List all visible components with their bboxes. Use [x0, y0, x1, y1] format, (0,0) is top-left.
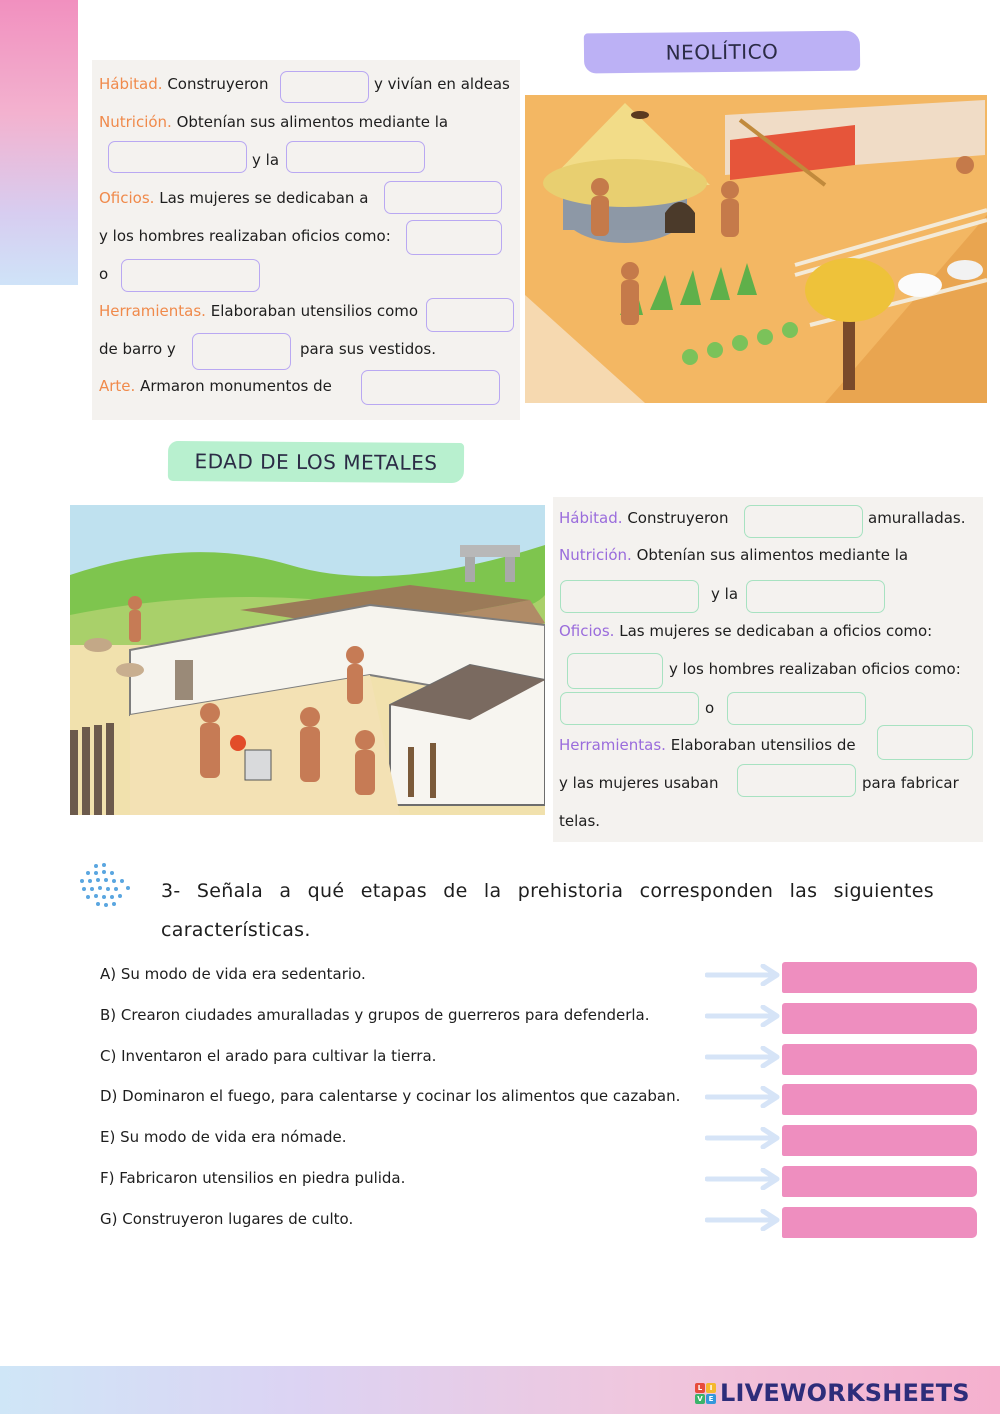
- neo-herramientas-text: Elaboraban utensilios como: [210, 302, 419, 320]
- neo-oficios-label: Oficios.: [99, 189, 155, 207]
- exercise3-item: D) Dominaron el fuego, para calentarse y cocinar los alimentos que cazaban.: [100, 1087, 681, 1106]
- exercise3-item: C) Inventaron el arado para cultivar la tierra.: [100, 1046, 437, 1065]
- neo-oficios-text-b: y los hombres realizaban oficios como:: [99, 227, 391, 245]
- exercise3-item: B) Crearon ciudades amuralladas y grupos de guerreros para defenderla.: [100, 1005, 650, 1024]
- met-habitat-line: [559, 509, 728, 527]
- met-oficios-blank-1[interactable]: [567, 653, 663, 689]
- neo-herramientas-blank-2[interactable]: [192, 333, 291, 370]
- arrow-right-icon: [705, 1086, 783, 1108]
- answer-box[interactable]: [782, 1207, 977, 1238]
- met-nutricion-blank-1[interactable]: [560, 580, 699, 613]
- neo-nutricion-blank-2[interactable]: [286, 141, 425, 173]
- met-herramientas-blank-1[interactable]: [877, 725, 973, 760]
- met-herramientas-blank-2[interactable]: [737, 764, 856, 797]
- neo-habitat-text: Construyeron: [167, 75, 269, 93]
- exercise3-item: A) Su modo de vida era sedentario.: [100, 965, 366, 983]
- met-nutricion-text: Obtenían sus alimentos mediante la: [636, 546, 909, 564]
- neo-oficios-blank-1[interactable]: [384, 181, 502, 214]
- brand-text: LIVEWORKSHEETS: [720, 1379, 970, 1407]
- met-herramientas-text-c: para fabricar: [862, 774, 959, 792]
- met-nutricion-line: [559, 546, 908, 564]
- arrow-right-icon: [705, 964, 783, 986]
- met-oficios-text-b: y los hombres realizaban oficios como:: [669, 660, 961, 678]
- neo-o: o: [99, 265, 109, 283]
- met-y-la: y la: [711, 585, 739, 603]
- neo-oficios-blank-3[interactable]: [121, 259, 260, 292]
- met-habitat-label: Hábitad.: [559, 509, 623, 527]
- met-nutricion-blank-2[interactable]: [746, 580, 885, 613]
- exercise3-item: E) Su modo de vida era nómade.: [100, 1128, 347, 1147]
- exercise3-item: F) Fabricaron utensilios en piedra pulida.: [100, 1169, 406, 1187]
- neo-oficios-line: [99, 189, 368, 207]
- met-oficios-line: [559, 622, 932, 640]
- metales-title: EDAD DE LOS METALES: [168, 441, 464, 483]
- met-herramientas-text: Elaboraban utensilios de: [670, 736, 856, 754]
- neo-y-la: y la: [252, 151, 280, 169]
- met-herramientas-label: Herramientas.: [559, 736, 666, 754]
- corner-decoration: [0, 0, 78, 285]
- met-nutricion-label: Nutrición.: [559, 546, 632, 564]
- met-o: o: [705, 699, 715, 717]
- met-oficios-label: Oficios.: [559, 622, 615, 640]
- met-herramientas-line: [559, 736, 856, 754]
- neo-habitat-blank[interactable]: [280, 71, 369, 103]
- met-habitat-text: Construyeron: [627, 509, 729, 527]
- met-habitat-blank[interactable]: [744, 505, 863, 538]
- neo-habitat-label: Hábitad.: [99, 75, 163, 93]
- neo-oficios-blank-2[interactable]: [406, 220, 502, 255]
- neo-herramientas-line: [99, 302, 418, 320]
- arrow-right-icon: [705, 1209, 783, 1231]
- brand-mark-icon: L I V E: [695, 1383, 716, 1404]
- arrow-right-icon: [705, 1168, 783, 1190]
- neolitico-illustration: [525, 95, 987, 403]
- neo-nutricion-line: [99, 113, 448, 131]
- neo-herramientas-text-c: para sus vestidos.: [300, 340, 436, 358]
- neo-herramientas-blank-1[interactable]: [426, 298, 514, 332]
- neolitico-title: NEOLÍTICO: [584, 31, 860, 74]
- dots-decoration-icon: [78, 862, 138, 912]
- neo-nutricion-label: Nutrición.: [99, 113, 172, 131]
- answer-box[interactable]: [782, 1084, 977, 1115]
- neo-arte-blank[interactable]: [361, 370, 500, 405]
- met-herramientas-text-b: y las mujeres usaban: [559, 774, 719, 792]
- met-telas: telas.: [559, 812, 601, 830]
- arrow-right-icon: [705, 1046, 783, 1068]
- metales-illustration: [70, 505, 545, 815]
- arrow-right-icon: [705, 1127, 783, 1149]
- met-habitat-text-b: amuralladas.: [868, 509, 966, 527]
- neo-arte-line: [99, 377, 332, 395]
- neo-arte-text: Armaron monumentos de: [140, 377, 332, 395]
- neo-arte-label: Arte.: [99, 377, 136, 395]
- met-oficios-blank-2[interactable]: [560, 692, 699, 725]
- neo-nutricion-blank-1[interactable]: [108, 141, 247, 173]
- exercise3-question: 3- Señala a qué etapas de la prehistoria corresponden las siguientes características.: [161, 880, 934, 941]
- answer-box[interactable]: [782, 1044, 977, 1075]
- neo-oficios-text: Las mujeres se dedicaban a: [159, 189, 369, 207]
- met-oficios-blank-3[interactable]: [727, 692, 866, 725]
- arrow-right-icon: [705, 1005, 783, 1027]
- brand-logo[interactable]: [695, 1378, 970, 1408]
- answer-box[interactable]: [782, 1166, 977, 1197]
- answer-box[interactable]: [782, 1125, 977, 1156]
- exercise3-item: G) Construyeron lugares de culto.: [100, 1209, 354, 1228]
- neo-nutricion-text: Obtenían sus alimentos mediante la: [176, 113, 449, 131]
- neo-habitat-line: [99, 75, 268, 93]
- met-oficios-text: Las mujeres se dedicaban a oficios como:: [619, 622, 933, 640]
- neo-habitat-text-b: y vivían en aldeas: [374, 75, 510, 93]
- answer-box[interactable]: [782, 1003, 977, 1034]
- neo-herramientas-text-b: de barro y: [99, 340, 176, 358]
- answer-box[interactable]: [782, 962, 977, 993]
- neo-herramientas-label: Herramientas.: [99, 302, 206, 320]
